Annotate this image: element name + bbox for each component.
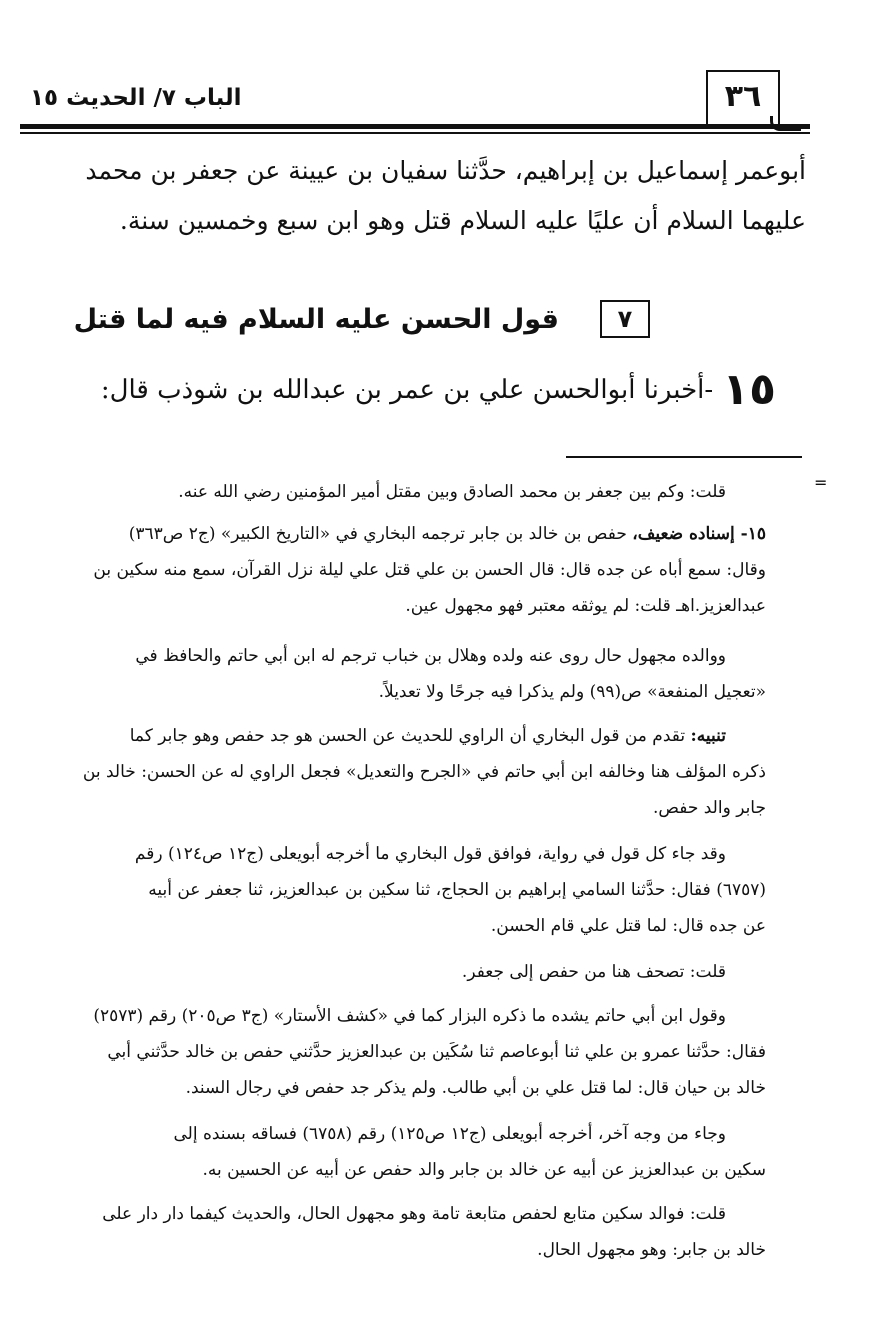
footnote-paragraph bbox=[30, 836, 766, 944]
section-heading bbox=[73, 300, 650, 350]
footnote-line: فقال: حدَّثنا عمرو بن علي ثنا أبوعاصم ثنا سُكَين بن عبدالعزيز حدَّثني حفص بن خالد حدَّثني أبي bbox=[107, 1042, 766, 1062]
footnote-paragraph bbox=[30, 1116, 766, 1188]
footnote-line: وقول ابن أبي حاتم يشده ما ذكره البزار كما في «كشف الأستار» (ج٣ ص٢٠٥) رقم (٢٥٧٣) bbox=[93, 1006, 726, 1026]
footnote-line: قلت: تصحف هنا من حفص إلى جعفر. bbox=[461, 962, 726, 982]
running-header-title: الباب ٧/ الحديث ١٥ bbox=[30, 85, 242, 111]
footnote-line: عن جده قال: لما قتل علي قام الحسن. bbox=[490, 916, 766, 936]
hadith-number: ١٥ bbox=[722, 364, 776, 415]
footnote-lead: ١٥- إسناده ضعيف، bbox=[632, 524, 766, 544]
header-rule-thin bbox=[20, 132, 810, 134]
footnote-paragraph bbox=[30, 954, 766, 990]
page-number: ٣٦ bbox=[706, 70, 780, 126]
hadith-opening bbox=[28, 364, 776, 424]
hadith-text: -أخبرنا أبوالحسن علي بن عمر بن عبدالله بن شوذب قال: bbox=[100, 374, 714, 405]
footnote-text: حفص بن خالد بن جابر ترجمه البخاري في «التاريخ الكبير» (ج٢ ص٣٦٣) bbox=[128, 524, 633, 544]
footnote-separator bbox=[566, 456, 802, 458]
footnote-line: قلت: فوالد سكين متابع لحفص متابعة تامة وهو مجهول الحال، والحديث كيفما دار دار على bbox=[102, 1204, 726, 1224]
section-title: قول الحسن عليه السلام فيه لما قتل bbox=[73, 303, 559, 335]
footnote-text: تقدم من قول البخاري أن الراوي للحديث عن الحسن هو جد حفص وهو جابر كما bbox=[129, 726, 691, 746]
footnote-continuation-marker: = bbox=[814, 473, 828, 492]
footnote-line bbox=[30, 516, 766, 552]
footnote-paragraph bbox=[30, 516, 766, 624]
footnote-lead: تنبيه: bbox=[690, 726, 726, 746]
footnote-line: وقد جاء كل قول في رواية، فوافق قول البخاري ما أخرجه أبويعلى (ج١٢ ص١٢٤) رقم bbox=[134, 844, 726, 864]
footnote-line: خالد بن حيان قال: لما قتل علي بن أبي طالب. ولم يذكر جد حفص في رجال السند. bbox=[185, 1078, 766, 1098]
footnote-line: «تعجيل المنفعة» ص(٩٩) ولم يذكرا فيه جرحًا ولا تعديلاً. bbox=[378, 682, 766, 702]
footnote-paragraph bbox=[30, 1196, 766, 1268]
footnote-line bbox=[30, 718, 766, 754]
footnote-line: جابر والد حفص. bbox=[653, 798, 766, 818]
footnote-line: ذكره المؤلف هنا وخالفه ابن أبي حاتم في «الجرح والتعديل» فجعل الراوي له عن الحسن: خالد بن bbox=[82, 762, 766, 782]
footnote-paragraph bbox=[30, 998, 766, 1106]
footnote-paragraph bbox=[30, 718, 766, 826]
footnote-paragraph bbox=[30, 638, 766, 710]
footnote-line: خالد بن جابر: وهو مجهول الحال. bbox=[537, 1240, 766, 1260]
footnote-line: قلت: وكم بين جعفر بن محمد الصادق وبين مقتل أمير المؤمنين رضي الله عنه. bbox=[178, 482, 726, 502]
footnote-line: وجاء من وجه آخر، أخرجه أبويعلى (ج١٢ ص١٢٥) رقم (٦٧٥٨) فساقه بسنده إلى bbox=[173, 1124, 726, 1144]
footnote-line: عبدالعزيز.اهـ قلت: لم يوثقه معتبر فهو مجهول عين. bbox=[405, 596, 766, 616]
footnote-line: سكين بن عبدالعزيز عن أبيه عن خالد بن جابر والد حفص عن أبيه عن الحسين به. bbox=[202, 1160, 766, 1180]
footnote-line: وقال: سمع أباه عن جده قال: قال الحسن بن علي قتل علي ليلة نزل القرآن، سمع منه سكين بن bbox=[93, 560, 766, 580]
footnote-paragraph bbox=[30, 474, 766, 510]
main-text-line: أبوعمر إسماعيل بن إبراهيم، حدَّثنا سفيان بن عيينة عن جعفر بن محمد bbox=[85, 156, 806, 185]
footnote-line: (٦٧٥٧) فقال: حدَّثنا السامي إبراهيم بن الحجاج، ثنا سكين بن عبدالعزيز، ثنا جعفر عن أبيه bbox=[148, 880, 766, 900]
section-number: ٧ bbox=[600, 300, 650, 338]
header-rule-thick bbox=[20, 124, 810, 129]
main-text-line: عليهما السلام أن عليًا عليه السلام قتل وهو ابن سبع وخمسين سنة. bbox=[119, 206, 806, 235]
footnote-line: ووالده مجهول حال روى عنه ولده وهلال بن خباب ترجم له ابن أبي حاتم والحافظ في bbox=[135, 646, 726, 666]
main-text bbox=[28, 146, 806, 246]
